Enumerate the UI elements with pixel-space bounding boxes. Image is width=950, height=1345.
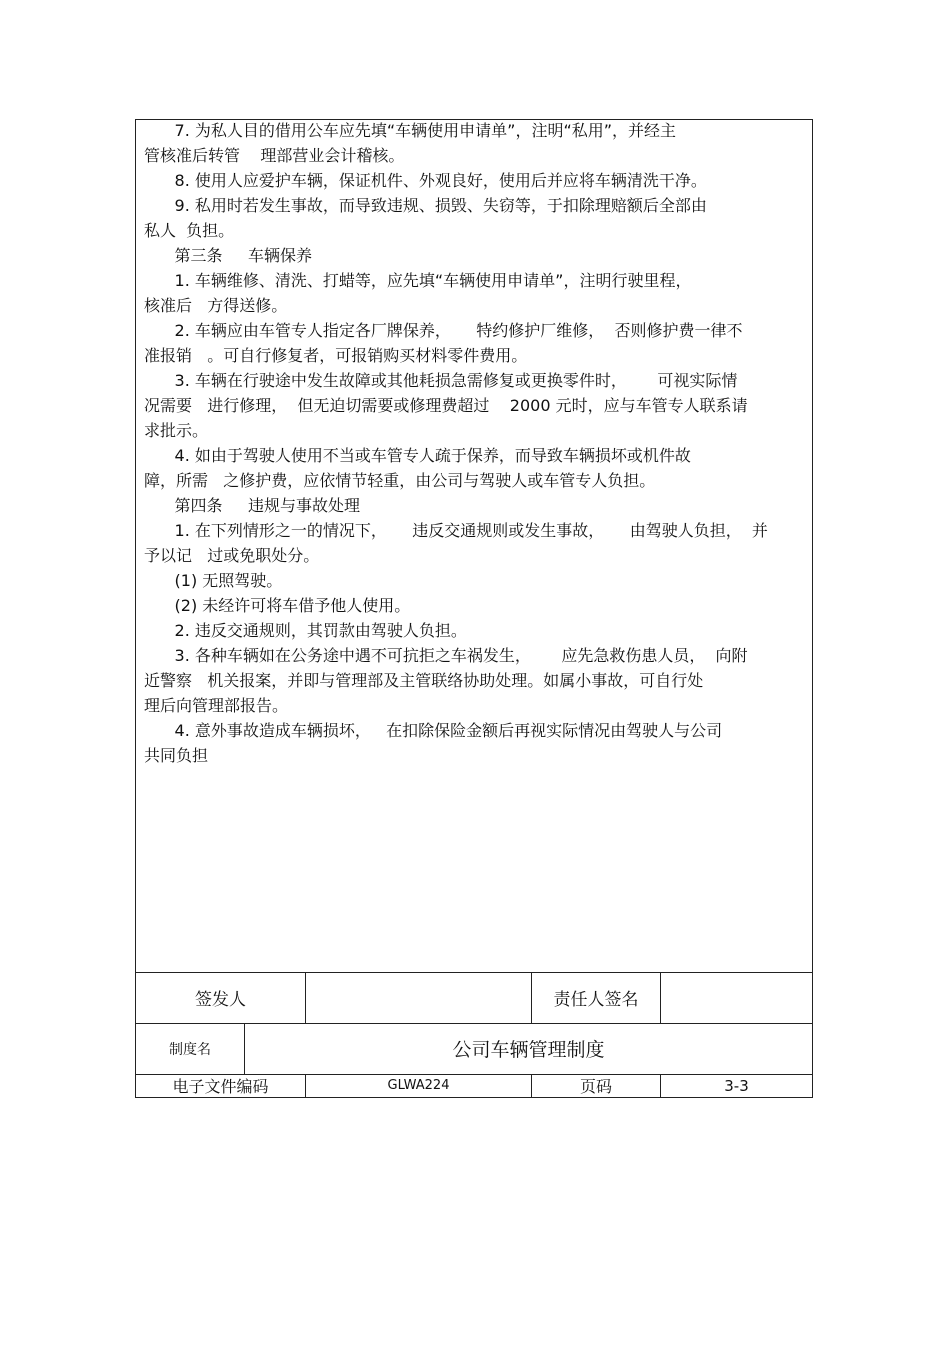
body-line: 准报销 。可自行修复者，可报销购买材料零件费用。 (144, 346, 528, 365)
body-line: 共同负担 (144, 746, 209, 765)
body-line: 8. 使用人应爱护车辆，保证机件、外观良好，使用后并应将车辆清洗干净。 (144, 171, 707, 190)
body-line: 求批示。 (144, 421, 209, 440)
issuer-label: 签发人 (195, 990, 246, 1010)
body-line: 4. 如由于驾驶人使用不当或车管专人疏于保养，而导致车辆损坏或机件故 (144, 446, 691, 465)
body-line: (1) 无照驾驶。 (144, 571, 283, 590)
body-line: 7. 为私人目的借用公车应先填“车辆使用申请单”，注明“私用”，并经主 (144, 121, 677, 140)
body-line: 4. 意外事故造成车辆损坏， 在扣除保险金额后再视实际情况由驾驶人与公司 (144, 721, 723, 740)
policy-name-label: 制度名 (169, 1041, 211, 1058)
document-frame (135, 119, 813, 1098)
body-line: 予以记 过或免职处分。 (144, 546, 320, 565)
body-line: 管核准后转管 理部营业会计稽核。 (144, 146, 405, 165)
body-line: 核准后 方得送修。 (144, 296, 288, 315)
issuer-signature-field[interactable] (306, 972, 531, 1023)
body-line: 3. 各种车辆如在公务途中遇不可抗拒之车祸发生， 应先急救伤患人员， 向附 (144, 646, 748, 665)
body-line: 理后向管理部报告。 (144, 696, 289, 715)
policy-body-text (136, 120, 812, 972)
body-line: 近警察 机关报案，并即与管理部及主管联络协助处理。如属小事故，可自行处 (144, 671, 704, 690)
body-line: 3. 车辆在行驶途中发生故障或其他耗损急需修复或更换零件时， 可视实际情 (144, 371, 738, 390)
body-line: 9. 私用时若发生事故，而导致违规、损毁、失窃等，于扣除理赔额后全部由 (144, 196, 707, 215)
responsible-signature-label: 责任人签名 (553, 990, 639, 1010)
body-line: 2. 违反交通规则，其罚款由驾驶人负担。 (144, 621, 467, 640)
body-line: 况需要 进行修理， 但无迫切需要或修理费超过 2000 元时，应与车管专人联系请 (144, 396, 748, 415)
page-number: 3-3 (724, 1076, 749, 1095)
body-line: 1. 在下列情形之一的情况下， 违反交通规则或发生事故， 由驾驶人负担， 并 (144, 521, 768, 540)
body-line: (2) 未经许可将车借予他人使用。 (144, 596, 411, 615)
responsible-signature-field[interactable] (661, 972, 812, 1023)
body-line: 私人 负担。 (144, 221, 235, 240)
body-line: 障，所需 之修护费，应依情节轻重，由公司与驾驶人或车管专人负担。 (144, 471, 656, 490)
page-label: 页码 (579, 1077, 612, 1096)
body-line: 2. 车辆应由车管专人指定各厂牌保养， 特约修护厂维修， 否则修护费一律不 (144, 321, 743, 340)
file-code-label: 电子文件编码 (172, 1077, 269, 1096)
policy-name-value: 公司车辆管理制度 (452, 1039, 605, 1061)
section-heading: 第三条 车辆保养 (144, 246, 312, 265)
section-heading: 第四条 违规与事故处理 (144, 496, 360, 515)
body-line: 1. 车辆维修、清洗、打蜡等，应先填“车辆使用申请单”，注明行驶里程， (144, 271, 692, 290)
file-code-value: GLWA224 (387, 1078, 450, 1093)
